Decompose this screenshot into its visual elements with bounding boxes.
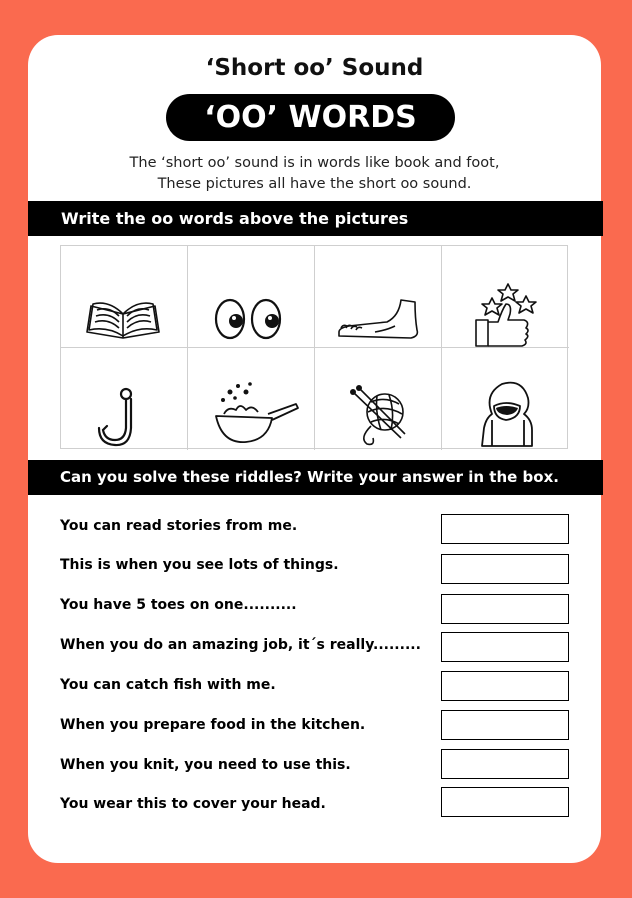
answer-box-5[interactable]	[441, 671, 569, 701]
page-title: ‘OO’ WORDS	[166, 94, 455, 141]
intro-text	[28, 153, 601, 195]
riddle-1: You can read stories from me.	[60, 518, 298, 534]
picture-cell-wok[interactable]	[188, 348, 315, 450]
picture-cell-foot[interactable]	[315, 246, 442, 348]
eyes-icon	[188, 246, 315, 348]
riddle-4: When you do an amazing job, it´s really.........	[60, 637, 421, 653]
riddle-2: This is when you see lots of things.	[60, 557, 339, 573]
answer-box-2[interactable]	[441, 554, 569, 584]
book-icon	[61, 246, 188, 348]
riddle-8: You wear this to cover your head.	[60, 796, 326, 812]
worksheet	[28, 35, 601, 863]
riddle-6: When you prepare food in the kitchen.	[60, 717, 366, 733]
picture-cell-eyes[interactable]	[188, 246, 315, 348]
answer-box-7[interactable]	[441, 749, 569, 779]
thumbs-up-stars-icon	[442, 246, 569, 348]
picture-cell-book[interactable]	[61, 246, 188, 348]
riddle-3: You have 5 toes on one..........	[60, 597, 297, 613]
picture-cell-thumbs-up[interactable]	[442, 246, 569, 348]
section-heading-pictures: Write the oo words above the pictures	[28, 201, 603, 236]
wok-cooking-icon	[188, 348, 315, 450]
riddle-5: You can catch fish with me.	[60, 677, 276, 693]
section-heading-riddles: Can you solve these riddles? Write your answer in the box.	[28, 460, 603, 495]
picture-cell-hood[interactable]	[442, 348, 569, 450]
hook-icon	[61, 348, 188, 450]
answer-box-6[interactable]	[441, 710, 569, 740]
answer-box-8[interactable]	[441, 787, 569, 817]
intro-line-1: The ‘short oo’ sound is in words like book and foot,	[129, 155, 500, 171]
hood-icon	[442, 348, 569, 450]
subtitle: ‘Short oo’ Sound	[205, 55, 424, 81]
intro-line-2: These pictures all have the short oo sound.	[157, 176, 472, 192]
picture-cell-yarn[interactable]	[315, 348, 442, 450]
picture-cell-hook[interactable]	[61, 348, 188, 450]
picture-grid	[60, 245, 568, 449]
answer-box-3[interactable]	[441, 594, 569, 624]
foot-icon	[315, 246, 442, 348]
answer-box-4[interactable]	[441, 632, 569, 662]
riddle-7: When you knit, you need to use this.	[60, 757, 351, 773]
answer-box-1[interactable]	[441, 514, 569, 544]
yarn-knitting-needles-icon	[315, 348, 442, 450]
